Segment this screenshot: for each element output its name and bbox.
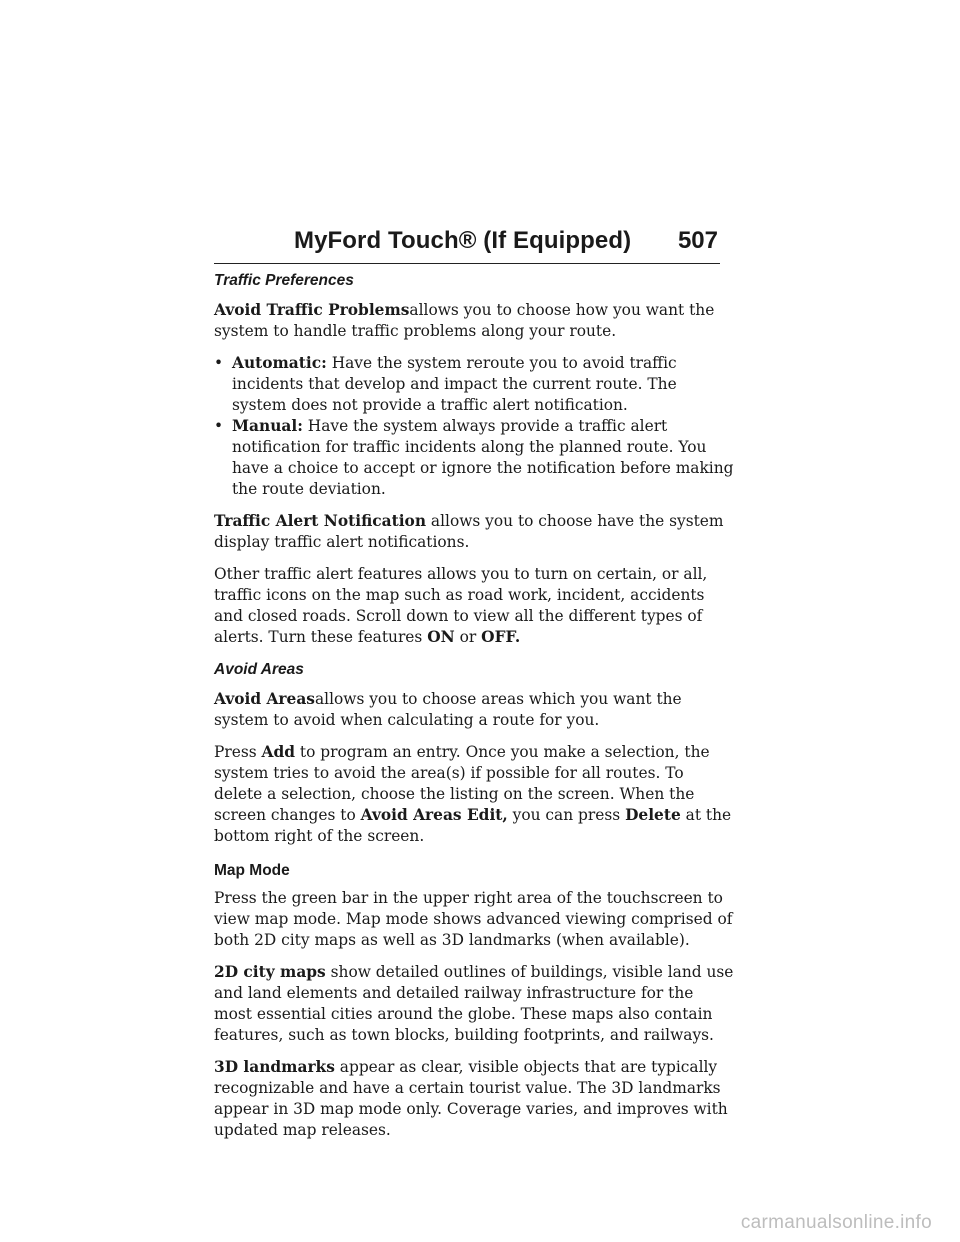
delete-term: Delete [625, 806, 681, 824]
other-alert-features-paragraph [214, 564, 734, 648]
avoid-areas-intro-paragraph [214, 689, 734, 731]
avoid-traffic-problems-paragraph [214, 300, 734, 342]
landmarks-text: appear as clear, visible objects that are typically recognizable and have a certain tourist value. The 3D landmarks appear in 3D map mode only. Coverage varies, and improves with updated map releases. [214, 1058, 728, 1139]
traffic-alert-notification-term: Traffic Alert Notification [214, 512, 427, 530]
list-item [214, 353, 734, 416]
automatic-text: Have the system reroute you to avoid traffic incidents that develop and impact the current route. The system does not provide a traffic alert notification. [232, 354, 677, 414]
city-maps-paragraph [214, 962, 734, 1046]
avoid-areas-heading: Avoid Areas [214, 661, 304, 678]
avoid-areas-term: Avoid Areas [214, 690, 315, 708]
city-maps-term: 2D city maps [214, 963, 326, 981]
avoid-areas-intro-text: allows you to choose areas which you want the system to avoid when calculating a route for you. [214, 690, 682, 729]
avoid-areas-edit-term: Avoid Areas Edit, [360, 806, 508, 824]
landmarks-paragraph [214, 1057, 734, 1141]
bullet-marker: • [214, 417, 224, 435]
or-word: or [459, 628, 477, 646]
traffic-options-list [214, 353, 734, 500]
city-maps-text: show detailed outlines of buildings, visible land use and land elements and detailed railway infrastructure for the most essential cities around the globe. These maps also contain features, such as town blocks, building footprints, and railways. [214, 963, 734, 1044]
instructions-text-2: you can press [512, 806, 621, 824]
on-term: ON [427, 628, 455, 646]
other-alert-features-text: Other traffic alert features allows you to turn on certain, or all, traffic icons on the map such as road work, incident, accidents and closed roads. Scroll down to view all the different types of alerts. Turn these features [214, 565, 708, 646]
automatic-term: Automatic: [232, 354, 327, 372]
chapter-title: MyFord Touch® (If Equipped) [294, 227, 632, 254]
page-content [214, 270, 734, 1152]
add-term: Add [261, 743, 295, 761]
bullet-marker: • [214, 354, 224, 372]
map-mode-intro-paragraph: Press the green bar in the upper right area of the touchscreen to view map mode. Map mode shows advanced viewing comprised of both 2D city maps as well as 3D landmarks (when available). [214, 889, 733, 949]
off-term: OFF. [481, 628, 521, 646]
map-mode-heading: Map Mode [214, 862, 290, 879]
avoid-traffic-problems-text: allows you to choose how you want the system to handle traffic problems along your route. [214, 301, 715, 340]
page-number: 507 [677, 227, 718, 254]
site-watermark: carmanualsonline.info [740, 1212, 932, 1233]
traffic-preferences-heading: Traffic Preferences [214, 272, 354, 289]
manual-text: Have the system always provide a traffic alert notification for traffic incidents along the planned route. You have a choice to accept or ignore the notification before making the route deviation. [232, 417, 734, 498]
traffic-alert-notification-text: allows you to choose have the system display traffic alert notifications. [214, 512, 724, 551]
list-item [214, 416, 734, 500]
manual-term: Manual: [232, 417, 303, 435]
instructions-text-3: at the bottom right of the screen. [214, 806, 732, 845]
landmarks-term: 3D landmarks [214, 1058, 335, 1076]
press-word: Press [214, 743, 257, 761]
page-header [214, 227, 720, 264]
avoid-areas-instructions-paragraph [214, 742, 734, 847]
traffic-alert-notification-paragraph [214, 511, 734, 553]
instructions-text-1: to program an entry. Once you make a selection, the system tries to avoid the area(s) if possible for all routes. To delete a selection, choose the listing on the screen. When the screen changes to [214, 743, 710, 824]
avoid-traffic-problems-term: Avoid Traffic Problems [214, 301, 410, 319]
